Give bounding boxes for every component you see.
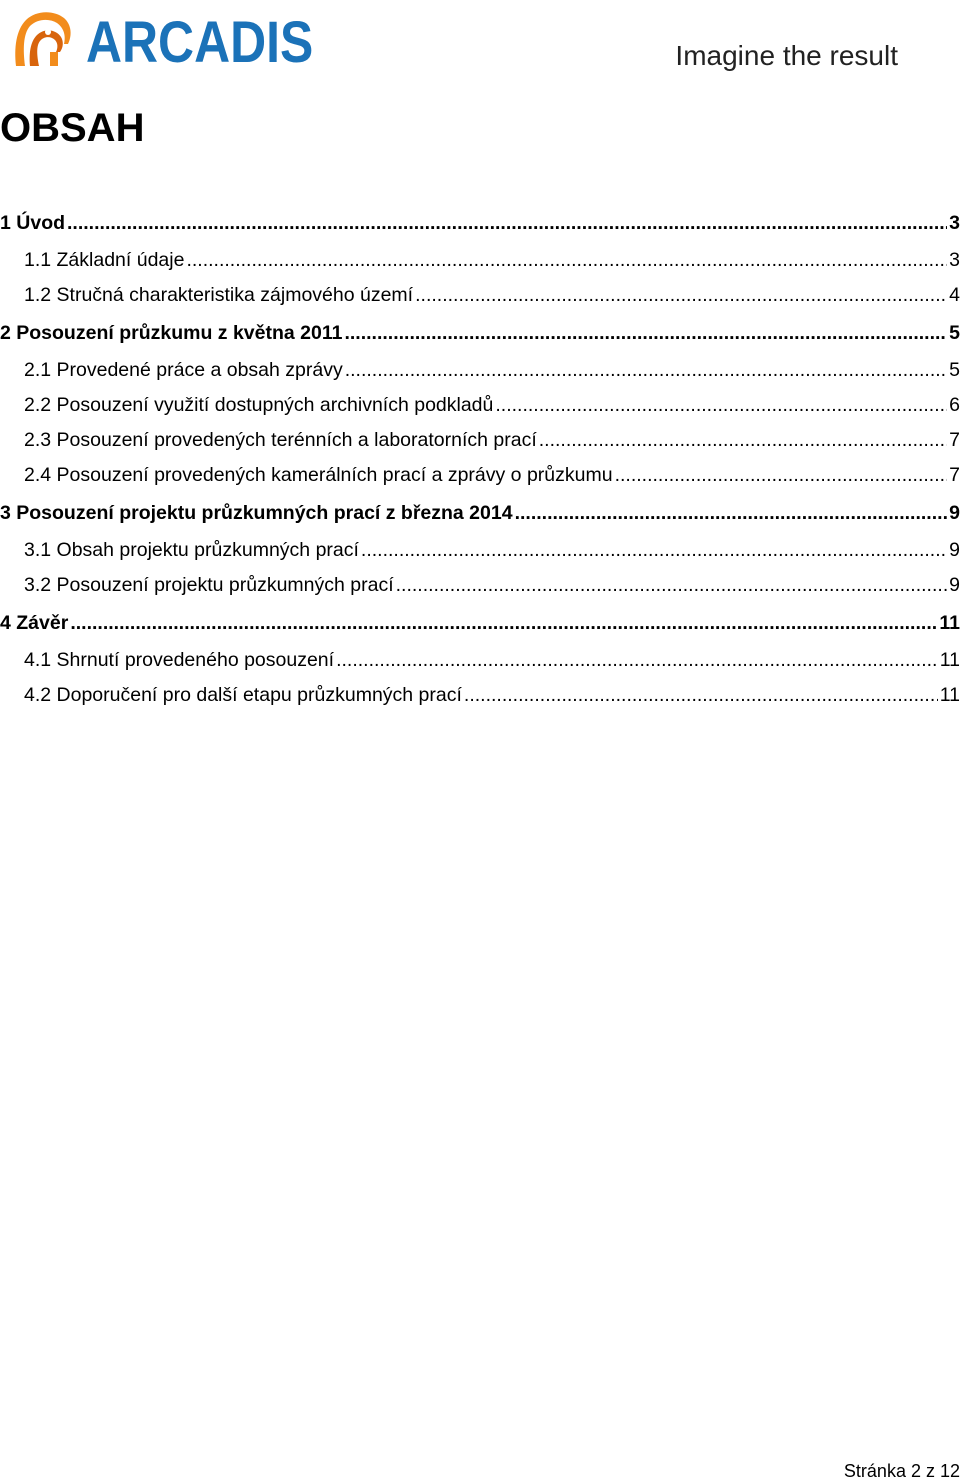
toc-dot-leader — [415, 283, 947, 307]
toc-dot-leader — [615, 463, 948, 487]
toc-entry-label: 1 Úvod — [0, 212, 66, 234]
page-header — [0, 0, 960, 80]
toc-entry-page-number: 9 — [949, 539, 960, 561]
table-of-contents — [0, 205, 960, 715]
tagline: Imagine the result — [675, 40, 898, 71]
toc-entry-page-number: 6 — [949, 394, 960, 416]
toc-entry-page-number: 5 — [949, 322, 960, 344]
toc-entry[interactable] — [0, 605, 960, 642]
toc-entry[interactable] — [0, 495, 960, 532]
toc-entry-page-number: 11 — [939, 684, 960, 706]
toc-dot-leader — [70, 611, 937, 635]
toc-dot-leader — [186, 248, 947, 272]
toc-entry-page-number: 11 — [939, 612, 960, 634]
toc-entry[interactable] — [0, 352, 960, 390]
toc-entry[interactable] — [0, 532, 960, 570]
toc-entry-page-number: 4 — [949, 284, 960, 306]
toc-entry-page-number: 5 — [949, 359, 960, 381]
toc-entry[interactable] — [0, 460, 960, 495]
toc-entry-label: 4.2 Doporučení pro další etapu průzkumných prací — [24, 684, 462, 706]
toc-entry-label: 2.2 Posouzení využití dostupných archivních podkladů — [24, 394, 494, 416]
toc-dot-leader — [67, 211, 947, 235]
toc-entry[interactable] — [0, 680, 960, 715]
toc-dot-leader — [495, 393, 947, 417]
toc-dot-leader — [344, 321, 947, 345]
toc-entry-page-number: 9 — [949, 574, 960, 596]
elephant-logo-icon — [10, 8, 74, 68]
toc-entry[interactable] — [0, 242, 960, 280]
toc-entry-label: 2.4 Posouzení provedených kamerálních prací a zprávy o průzkumu — [24, 464, 613, 486]
toc-entry-page-number: 7 — [949, 429, 960, 451]
toc-entry[interactable] — [0, 280, 960, 315]
toc-entry-page-number: 7 — [949, 464, 960, 486]
toc-entry[interactable] — [0, 205, 960, 242]
toc-entry-label: 2.1 Provedené práce a obsah zprávy — [24, 359, 343, 381]
toc-entry-label: 4 Závěr — [0, 612, 69, 634]
toc-dot-leader — [539, 428, 947, 452]
toc-entry-label: 3.2 Posouzení projektu průzkumných prací — [24, 574, 394, 596]
toc-dot-leader — [345, 358, 947, 382]
toc-entry-label: 4.1 Shrnutí provedeného posouzení — [24, 649, 335, 671]
toc-entry-label: 1.2 Stručná charakteristika zájmového území — [24, 284, 414, 306]
toc-entry-label: 3.1 Obsah projektu průzkumných prací — [24, 539, 359, 561]
page-number-footer: Stránka 2 z 12 — [843, 1461, 960, 1481]
logo-wordmark: ARCADIS — [86, 10, 314, 75]
toc-entry-page-number: 3 — [949, 249, 960, 271]
toc-entry-label: 3 Posouzení projektu průzkumných prací z března 2014 — [0, 502, 513, 524]
toc-dot-leader — [515, 501, 948, 525]
toc-dot-leader — [396, 573, 948, 597]
toc-entry[interactable] — [0, 570, 960, 605]
page-title: OBSAH — [0, 106, 145, 150]
arcadis-logo — [10, 6, 350, 75]
toc-entry-page-number: 11 — [939, 649, 960, 671]
toc-dot-leader — [361, 538, 947, 562]
toc-dot-leader — [464, 683, 938, 707]
toc-entry[interactable] — [0, 315, 960, 352]
toc-entry[interactable] — [0, 425, 960, 460]
toc-entry[interactable] — [0, 642, 960, 680]
toc-entry-page-number: 3 — [949, 212, 960, 234]
toc-entry[interactable] — [0, 390, 960, 425]
toc-dot-leader — [336, 648, 938, 672]
toc-entry-label: 1.1 Základní údaje — [24, 249, 185, 271]
toc-entry-page-number: 9 — [949, 502, 960, 524]
toc-entry-label: 2.3 Posouzení provedených terénních a laboratorních prací — [24, 429, 537, 451]
toc-entry-label: 2 Posouzení průzkumu z května 2011 — [0, 322, 343, 344]
